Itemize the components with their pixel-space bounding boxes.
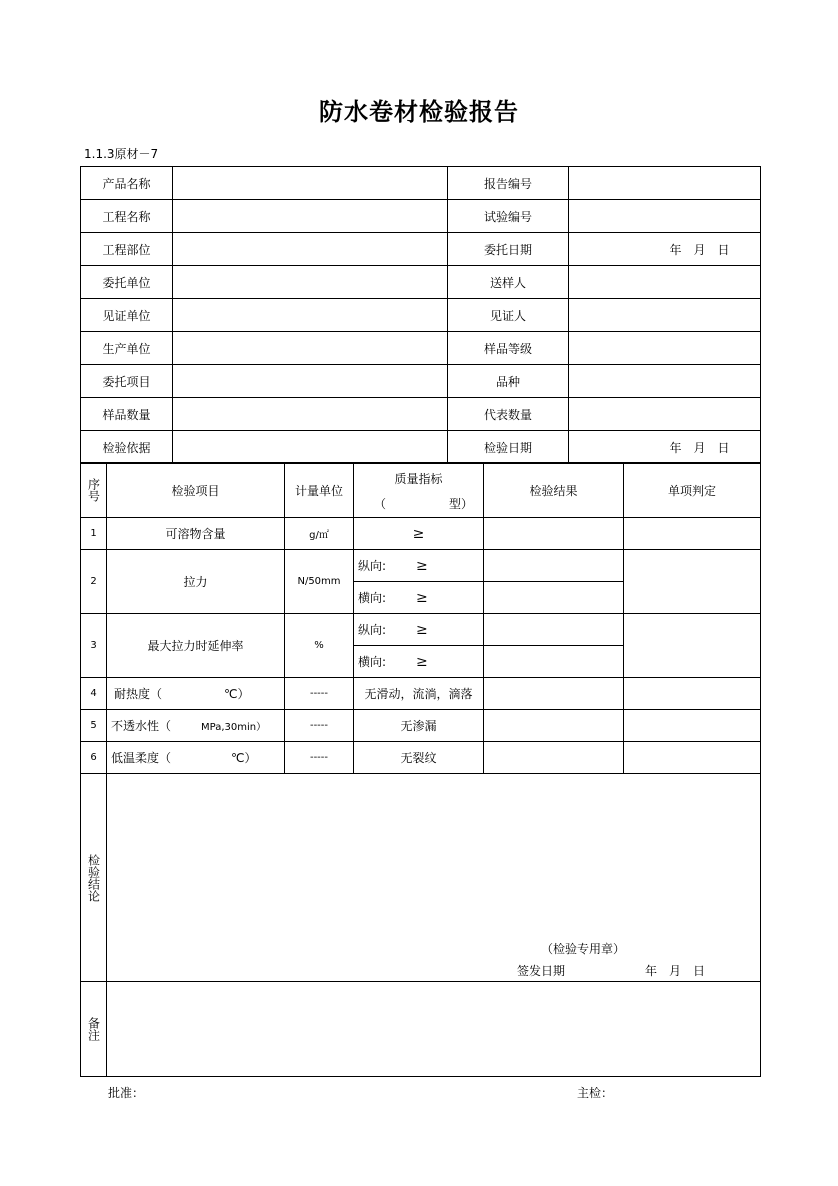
header-quality bbox=[354, 463, 484, 518]
row-standard: 无裂纹 bbox=[354, 742, 484, 774]
chief-inspector-label: 主检： bbox=[577, 1086, 614, 1100]
test-header-row bbox=[81, 463, 761, 518]
entrust-date-text: 年 月 日 bbox=[669, 242, 730, 257]
conclusion-label: 检验结论 bbox=[81, 774, 107, 982]
row-judgement[interactable] bbox=[624, 550, 761, 614]
value-test-no[interactable] bbox=[569, 200, 761, 233]
row-judgement[interactable] bbox=[624, 710, 761, 742]
info-row bbox=[81, 365, 761, 398]
row-standard: 无滑动，流淌，滴落 bbox=[354, 678, 484, 710]
value-entrust-date[interactable] bbox=[569, 233, 761, 266]
label-entrust-unit: 委托单位 bbox=[81, 266, 173, 299]
info-row bbox=[81, 266, 761, 299]
ge-symbol: ≥ bbox=[416, 590, 428, 606]
header-quality-open: （ bbox=[374, 497, 387, 511]
row-result[interactable] bbox=[484, 710, 624, 742]
label-report-no: 报告编号 bbox=[448, 167, 569, 200]
row-judgement[interactable] bbox=[624, 518, 761, 550]
value-project-part[interactable] bbox=[173, 233, 448, 266]
row-item: 可溶物含量 bbox=[107, 518, 285, 550]
info-row bbox=[81, 167, 761, 200]
test-row-3a bbox=[81, 614, 761, 646]
row-judgement[interactable] bbox=[624, 614, 761, 678]
label-entrust-date: 委托日期 bbox=[448, 233, 569, 266]
value-project-name[interactable] bbox=[173, 200, 448, 233]
test-row-1 bbox=[81, 518, 761, 550]
info-row bbox=[81, 398, 761, 431]
row-unit: ----- bbox=[285, 710, 354, 742]
label-project-part: 工程部位 bbox=[81, 233, 173, 266]
label-sample-qty: 样品数量 bbox=[81, 398, 173, 431]
row-standard-trans bbox=[354, 646, 484, 678]
row-result[interactable] bbox=[484, 742, 624, 774]
info-row bbox=[81, 200, 761, 233]
row-standard-long bbox=[354, 550, 484, 582]
label-entrust-item: 委托项目 bbox=[81, 365, 173, 398]
row-item bbox=[107, 710, 285, 742]
ge-symbol: ≥ bbox=[416, 622, 428, 638]
long-label: 纵向: bbox=[358, 623, 387, 637]
row-standard: ≥ bbox=[354, 518, 484, 550]
header-quality-type: 型） bbox=[448, 497, 473, 511]
row-item-b: ℃） bbox=[224, 687, 250, 701]
row-no: 6 bbox=[81, 742, 107, 774]
row-judgement[interactable] bbox=[624, 678, 761, 710]
row-item: 最大拉力时延伸率 bbox=[107, 614, 285, 678]
row-item-b: ℃） bbox=[231, 751, 257, 765]
row-no: 5 bbox=[81, 710, 107, 742]
row-unit: N/50mm bbox=[285, 550, 354, 614]
issue-date-value: 年 月 日 bbox=[645, 964, 706, 978]
row-result-long[interactable] bbox=[484, 550, 624, 582]
row-item bbox=[107, 678, 285, 710]
label-basis: 检验依据 bbox=[81, 431, 173, 464]
label-sample-grade: 样品等级 bbox=[448, 332, 569, 365]
row-unit: ----- bbox=[285, 678, 354, 710]
issue-date-label: 签发日期 bbox=[517, 964, 566, 978]
test-row-5 bbox=[81, 710, 761, 742]
approve-label: 批准： bbox=[108, 1086, 145, 1100]
header-result: 检验结果 bbox=[484, 463, 624, 518]
conclusion-area[interactable] bbox=[107, 774, 761, 982]
row-no: 4 bbox=[81, 678, 107, 710]
header-item: 检验项目 bbox=[107, 463, 285, 518]
row-result-trans[interactable] bbox=[484, 582, 624, 614]
row-item-b: MPa,30min） bbox=[201, 722, 267, 733]
label-witness: 见证人 bbox=[448, 299, 569, 332]
value-variety[interactable] bbox=[569, 365, 761, 398]
header-unit: 计量单位 bbox=[285, 463, 354, 518]
remarks-area[interactable] bbox=[107, 982, 761, 1077]
row-item-a: 耐热度（ bbox=[114, 687, 163, 701]
label-variety: 品种 bbox=[448, 365, 569, 398]
trans-label: 横向: bbox=[358, 655, 387, 669]
value-test-date[interactable] bbox=[569, 431, 761, 464]
test-row-6 bbox=[81, 742, 761, 774]
row-item-a: 不透水性（ bbox=[111, 719, 172, 733]
remarks-label: 备注 bbox=[81, 982, 107, 1077]
remarks-row bbox=[81, 982, 761, 1077]
label-product-name: 产品名称 bbox=[81, 167, 173, 200]
value-sample-qty[interactable] bbox=[173, 398, 448, 431]
row-result[interactable] bbox=[484, 678, 624, 710]
value-sender[interactable] bbox=[569, 266, 761, 299]
row-result-long[interactable] bbox=[484, 614, 624, 646]
ge-symbol: ≥ bbox=[416, 654, 428, 670]
test-row-4 bbox=[81, 678, 761, 710]
value-producer[interactable] bbox=[173, 332, 448, 365]
label-test-date: 检验日期 bbox=[448, 431, 569, 464]
header-judgement: 单项判定 bbox=[624, 463, 761, 518]
label-project-name: 工程名称 bbox=[81, 200, 173, 233]
test-date-text: 年 月 日 bbox=[669, 440, 730, 455]
value-basis[interactable] bbox=[173, 431, 448, 464]
row-unit: g/㎡ bbox=[285, 518, 354, 550]
info-row bbox=[81, 332, 761, 365]
label-producer: 生产单位 bbox=[81, 332, 173, 365]
trans-label: 横向: bbox=[358, 591, 387, 605]
value-witness[interactable] bbox=[569, 299, 761, 332]
row-judgement[interactable] bbox=[624, 742, 761, 774]
info-row bbox=[81, 233, 761, 266]
stamp-label: （检验专用章） bbox=[541, 942, 626, 956]
row-standard: 无渗漏 bbox=[354, 710, 484, 742]
row-standard-trans bbox=[354, 582, 484, 614]
row-result-trans[interactable] bbox=[484, 646, 624, 678]
report-title: 防水卷材检验报告 bbox=[319, 97, 519, 126]
row-unit: % bbox=[285, 614, 354, 678]
row-standard-long bbox=[354, 614, 484, 646]
info-row bbox=[81, 299, 761, 332]
value-entrust-unit[interactable] bbox=[173, 266, 448, 299]
form-code: 1.1.3原材－7 bbox=[84, 147, 159, 161]
row-no: 2 bbox=[81, 550, 107, 614]
value-witness-unit[interactable] bbox=[173, 299, 448, 332]
long-label: 纵向: bbox=[358, 559, 387, 573]
value-entrust-item[interactable] bbox=[173, 365, 448, 398]
row-no: 1 bbox=[81, 518, 107, 550]
conclusion-row bbox=[81, 774, 761, 982]
value-product-name[interactable] bbox=[173, 167, 448, 200]
header-quality-title: 质量指标 bbox=[394, 472, 443, 486]
test-table bbox=[80, 462, 761, 1077]
row-no: 3 bbox=[81, 614, 107, 678]
info-row bbox=[81, 431, 761, 464]
test-row-2a bbox=[81, 550, 761, 582]
row-result[interactable] bbox=[484, 518, 624, 550]
header-seq: 序号 bbox=[81, 463, 107, 518]
label-rep-qty: 代表数量 bbox=[448, 398, 569, 431]
value-sample-grade[interactable] bbox=[569, 332, 761, 365]
label-test-no: 试验编号 bbox=[448, 200, 569, 233]
info-table bbox=[80, 166, 761, 464]
value-rep-qty[interactable] bbox=[569, 398, 761, 431]
row-unit: ----- bbox=[285, 742, 354, 774]
row-item: 拉力 bbox=[107, 550, 285, 614]
row-item bbox=[107, 742, 285, 774]
value-report-no[interactable] bbox=[569, 167, 761, 200]
label-sender: 送样人 bbox=[448, 266, 569, 299]
ge-symbol: ≥ bbox=[416, 558, 428, 574]
label-witness-unit: 见证单位 bbox=[81, 299, 173, 332]
row-item-a: 低温柔度（ bbox=[111, 751, 172, 765]
